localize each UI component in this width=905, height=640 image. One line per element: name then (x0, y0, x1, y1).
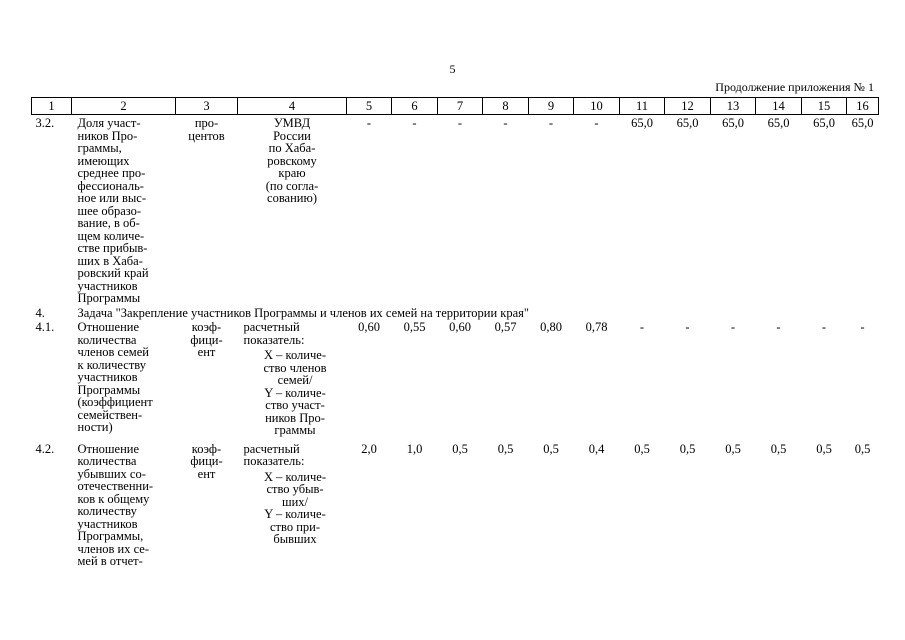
column-header: 4 (238, 98, 347, 115)
column-header: 10 (574, 98, 620, 115)
formula-y (244, 508, 347, 546)
indicator-name (72, 441, 176, 568)
text-line: ников Про- (77, 128, 138, 143)
formula-head (244, 443, 347, 468)
value-cell: 0,5 (725, 441, 741, 456)
text-line: Отношение (77, 320, 140, 334)
text-line: отечественни- (77, 479, 154, 493)
value-cell: 65,0 (851, 116, 874, 130)
text-line: X – количе- (264, 469, 326, 484)
text-line: Программы (77, 382, 141, 397)
header-row (32, 98, 879, 115)
text-line: семей/ (277, 373, 313, 387)
text-line: ство убыв- (266, 482, 324, 496)
text-line: ент (197, 345, 216, 359)
text-line: граммы (274, 423, 316, 437)
text-line: бывших (273, 532, 317, 546)
value-cell: 0,57 (494, 320, 517, 334)
text-line: сованию) (267, 191, 317, 205)
value-cell: 0,4 (588, 441, 605, 456)
value-cell: 0,5 (543, 441, 559, 456)
value-cell: 0,5 (452, 441, 468, 456)
text-line: к количеству (77, 357, 147, 372)
page-number: 5 (449, 62, 456, 76)
source-cell (238, 115, 347, 305)
column-header: 13 (711, 98, 756, 115)
column-header: 8 (483, 98, 529, 115)
value-cell: 0,55 (403, 320, 426, 334)
value-cell: - (776, 320, 781, 334)
task-title: Задача "Закрепление участников Программы и членов их семей на территории края" (77, 305, 530, 320)
text-line: Отношение (77, 441, 140, 456)
value-cell: - (730, 320, 736, 334)
text-line: стве прибыв- (77, 241, 148, 255)
value-cell: - (457, 116, 463, 130)
table-row (32, 441, 879, 568)
column-header: 16 (847, 98, 879, 115)
value-cell: 0,78 (585, 320, 608, 334)
text-line: количества (77, 332, 137, 347)
formula-head (244, 321, 347, 346)
formula-y (244, 387, 347, 437)
text-line: количества (77, 454, 137, 468)
row-number: 4.1. (35, 320, 55, 334)
text-line: фици- (190, 454, 223, 468)
table-row (32, 305, 879, 320)
continuation-note: Продолжение приложения № 1 (715, 80, 874, 94)
text-line: количеству (77, 504, 137, 518)
text-line: УМВД (273, 116, 311, 130)
text-line: ство участ- (265, 398, 325, 412)
value-cell: - (503, 116, 508, 130)
formula-x (244, 349, 347, 387)
text-line: участников (77, 278, 138, 293)
unit-cell (176, 115, 238, 305)
value-cell: 0,5 (634, 441, 650, 456)
column-header: 7 (438, 98, 483, 115)
text-line: фици- (190, 332, 223, 347)
value-cell: 0,5 (770, 441, 787, 456)
value-cell: 65,0 (813, 116, 835, 130)
text-line: краю (278, 166, 306, 180)
text-line: показатель: (243, 332, 305, 347)
value-cell: 0,5 (679, 441, 696, 456)
text-line: по Хаба- (268, 141, 316, 155)
row-number: 3.2. (35, 116, 55, 130)
text-line: участников (77, 516, 138, 531)
text-line: ших в Хаба- (77, 253, 143, 268)
column-header: 14 (756, 98, 802, 115)
text-line: России (273, 128, 311, 143)
unit-cell (176, 441, 238, 568)
text-line: ков к общему (77, 491, 150, 506)
text-line: ровскому (267, 153, 317, 168)
table-row (32, 115, 879, 305)
text-line: ство при- (270, 519, 320, 534)
text-line: ент (197, 466, 216, 481)
column-header: 1 (32, 98, 72, 115)
text-line: ное или выс- (77, 191, 147, 205)
column-header: 12 (665, 98, 711, 115)
value-cell: 0,60 (358, 320, 380, 334)
unit-cell (176, 319, 238, 437)
value-cell: 0,80 (540, 320, 562, 334)
text-line: имеющих (77, 153, 130, 168)
text-line: вание, в об- (77, 216, 140, 230)
value-cell: - (639, 320, 645, 334)
value-cell: - (860, 320, 865, 334)
text-line: расчетный (243, 320, 300, 334)
text-line: коэф- (191, 441, 222, 456)
formula-x (244, 471, 347, 509)
column-header: 2 (72, 98, 176, 115)
source-cell (238, 319, 347, 437)
row-number: 4. (35, 305, 45, 320)
column-header: 3 (176, 98, 238, 115)
value-cell: 0,5 (854, 441, 871, 456)
value-cell: 65,0 (676, 116, 699, 130)
text-line: щем количе- (77, 228, 145, 243)
value-cell: 2,0 (361, 441, 377, 456)
column-header: 11 (620, 98, 665, 115)
row-number: 4.2. (35, 441, 55, 456)
text-line: членов их се- (77, 541, 150, 556)
text-line: ровский край (77, 266, 149, 280)
column-header: 5 (347, 98, 392, 115)
text-line: Y – количе- (264, 507, 326, 521)
text-line: расчетный (243, 441, 300, 456)
text-line: (коэффициент (77, 395, 153, 409)
text-line: X – количе- (264, 348, 326, 362)
value-cell: 65,0 (631, 116, 653, 130)
table-row (32, 319, 879, 437)
text-line: ников Про- (265, 410, 325, 425)
text-line: про- (194, 116, 219, 130)
value-cell: 0,5 (816, 441, 832, 456)
text-line: участников (77, 370, 138, 384)
value-cell: 65,0 (767, 116, 790, 130)
text-line: членов семей (77, 345, 149, 359)
text-line: убывших со- (77, 466, 146, 481)
text-line: Программы, (77, 529, 144, 543)
text-line: фессиональ- (77, 178, 144, 193)
text-line: ности) (77, 420, 113, 434)
text-line: ших/ (281, 494, 309, 509)
text-line: граммы, (77, 141, 122, 155)
value-cell: 0,60 (449, 320, 471, 334)
text-line: Доля участ- (77, 116, 141, 130)
value-cell: - (412, 116, 417, 130)
text-line: среднее про- (77, 166, 146, 180)
text-line: центов (188, 128, 225, 143)
text-line: шее образо- (77, 203, 142, 218)
indicator-name (72, 319, 176, 437)
text-line: ство членов (263, 360, 327, 375)
text-line: Y – количе- (264, 385, 326, 400)
value-cell: 0,5 (497, 441, 514, 456)
text-line: семействен- (77, 407, 143, 422)
indicator-name (72, 115, 176, 305)
text-line: коэф- (191, 320, 222, 334)
value-cell: - (366, 116, 372, 130)
value-cell: 1,0 (406, 441, 423, 456)
value-cell: - (821, 320, 827, 334)
value-cell: - (594, 116, 599, 130)
value-cell: - (685, 320, 690, 334)
value-cell: 65,0 (722, 116, 744, 130)
value-cell: - (548, 116, 554, 130)
text-line: показатель: (243, 454, 305, 468)
text-line: Программы (77, 291, 141, 305)
source-cell (238, 441, 347, 568)
indicators-table (31, 97, 879, 568)
text-line: мей в отчет- (77, 554, 143, 568)
text-line: (по согла- (265, 178, 319, 193)
column-header: 6 (392, 98, 438, 115)
column-header: 15 (802, 98, 847, 115)
column-header: 9 (529, 98, 574, 115)
